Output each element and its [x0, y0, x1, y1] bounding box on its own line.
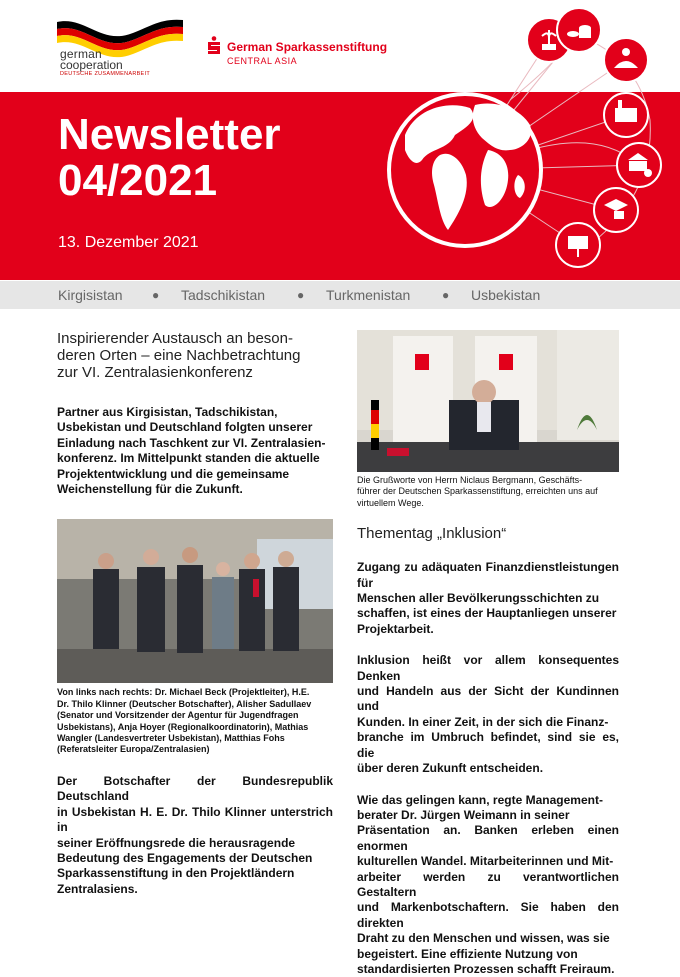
article-intro: Partner aus Kirgisistan, Tadschikistan, Usbekistan und Deutschland folgten unserer Einladung nach Taschkent zur VI. Zentralasien- konferenz. Im Mittelpunkt standen die aktuelle Projektentwicklung und die gemeinsame Weichenstellung für die Zukunft.: [57, 405, 333, 497]
newsletter-title: [58, 112, 281, 204]
gc-logo-line2: cooperation: [60, 58, 123, 72]
inclusion-paragraph-2: Inklusion heißt vor allem konsequentes Denken und Handeln aus der Sicht der Kundinnen und Kunden. In einer Zeit, in der sich die Finanz- branche im Umbruch befindet, sind sie es, die über deren Zukunft entscheiden.: [357, 653, 619, 776]
gc-logo-line3: DEUTSCHE ZUSAMMENARBEIT: [60, 71, 150, 77]
globe-icon: [387, 92, 543, 248]
sparkasse-s-icon: [207, 36, 221, 54]
country-usbekistan: Usbekistan: [471, 287, 540, 303]
group-photo: [57, 519, 333, 683]
separator-dot: ●: [152, 288, 159, 302]
country-kirgisistan: Kirgisistan: [58, 287, 123, 303]
article-conference: [57, 330, 333, 897]
article-inclusion: [357, 330, 619, 977]
newsletter-issue: 04/2021: [58, 158, 281, 204]
sk-logo-sub: CENTRAL ASIA: [227, 56, 297, 66]
country-tadschikistan: Tadschikistan: [181, 287, 265, 303]
article-heading: Inspirierender Austausch an beson- deren Orten – eine Nachbetrachtung zur VI. Zentralasienkonferenz: [57, 330, 333, 381]
article-body: Der Botschafter der Bundesrepublik Deutschland in Usbekistan H. E. Dr. Thilo Klinner unterstrich in seiner Eröffnungsrede die herausragende Bedeutung des Engagements der Deutschen Sparkassenstiftung in den Projektländern Zentralasiens.: [57, 774, 333, 897]
bergmann-photo: [357, 330, 619, 472]
separator-dot: ●: [442, 288, 449, 302]
plant-chart-icon: [556, 223, 600, 267]
newsletter-title-line1: Newsletter: [58, 112, 281, 158]
gc-logo-line1: german: [60, 47, 102, 61]
bergmann-photo-image: [357, 330, 619, 472]
inclusion-heading: Thementag „Inklusion“: [357, 525, 619, 542]
bergmann-photo-caption: Die Grußworte von Herrn Niclaus Bergmann, Geschäfts- führer der Deutschen Sparkassenstiftung, erreichten uns auf virtuellem Wege.: [357, 475, 619, 509]
coins-icon: [557, 8, 601, 52]
agriculture-icon: [604, 38, 648, 82]
newsletter-date: 13. Dezember 2021: [58, 234, 199, 252]
inclusion-paragraph-1: Zugang zu adäquaten Finanzdienstleistungen für Menschen aller Bevölkerungsschichten zu schaffen, ist eines der Hauptanliegen unserer Projektarbeit.: [357, 560, 619, 637]
separator-dot: ●: [297, 288, 304, 302]
sk-logo-name: German Sparkassenstiftung: [227, 40, 387, 54]
globe-network-graphic: [370, 0, 680, 280]
graduation-presentation-icon: [594, 188, 638, 232]
group-photo-image: [57, 519, 333, 683]
group-photo-caption: Von links nach rechts: Dr. Michael Beck (Projektleiter), H.E. Dr. Thilo Klinner (Deutscher Botschafter), Alisher Sadullaev (Senator und Vorsitzender der Agentur für Jugendfragen Usbekistans), Anja Hoyer (Regionalkoordinatorin), Mathias Wangler (Landesvertreter Usbekistan), Matthias Fohs (Referatsleiter Europa/Zentralasien): [57, 687, 333, 755]
country-strip: [0, 281, 680, 309]
inclusion-paragraph-3: Wie das gelingen kann, regte Management- berater Dr. Jürgen Weimann in seiner Präsentation an. Banken erleben einen enormen kulturellen Wandel. Mitarbeiterinnen und Mit- arbeiter werden zu verantwortlichen Gestaltern und Markenbotschaftern. Sie haben den direkten Draht zu den Menschen und wissen, was sie begeistert. Eine effiziente Nutzung von standardisierten Prozessen schafft Freiraum.: [357, 793, 619, 977]
bank-gear-icon: [617, 143, 661, 187]
country-turkmenistan: Turkmenistan: [326, 287, 410, 303]
factory-icon: [604, 93, 648, 137]
